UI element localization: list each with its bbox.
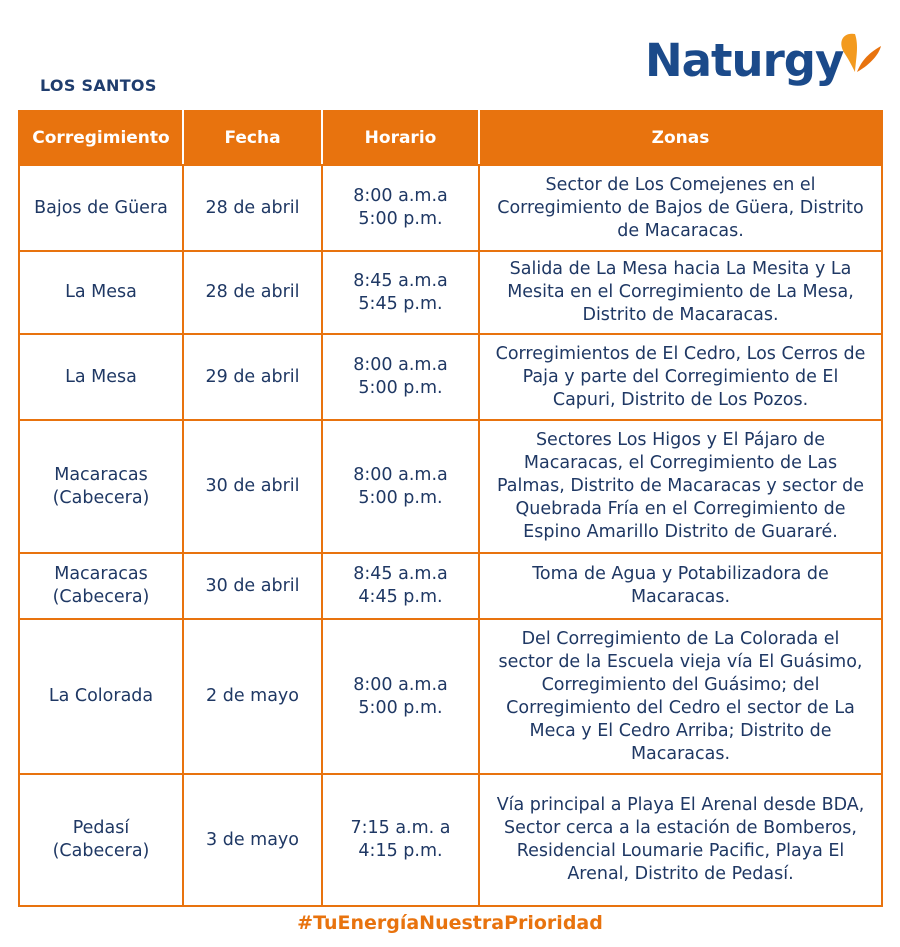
table-header-row [19, 111, 882, 165]
cell-zonas: Sectores Los Higos y El Pájaro de Macaracas, el Corregimiento de Las Palmas, Distrito de Macaracas y sector de Quebrada Fría en el Corregimiento de Espino Amarillo Distrito de Guararé. [479, 420, 882, 553]
cell-zonas: Del Corregimiento de La Colorada el sector de la Escuela vieja vía El Guásimo, Corregimiento del Guásimo; del Corregimiento del Cedro el sector de La Meca y El Cedro Arriba; Distrito de Macaracas. [479, 619, 882, 774]
schedule-table [18, 110, 883, 907]
cell-zonas: Sector de Los Comejenes en el Corregimiento de Bajos de Güera, Distrito de Macaracas. [479, 165, 882, 251]
header-zonas: Zonas [479, 111, 882, 165]
cell-fecha: 30 de abril [183, 553, 322, 619]
cell-zonas: Salida de La Mesa hacia La Mesita y La Mesita en el Corregimiento de La Mesa, Distrito de Macaracas. [479, 251, 882, 334]
header-horario: Horario [322, 111, 479, 165]
cell-fecha: 3 de mayo [183, 774, 322, 906]
cell-corregimiento: Macaracas (Cabecera) [19, 420, 183, 553]
logo-wordmark: Naturgy [645, 34, 844, 87]
cell-zonas: Vía principal a Playa El Arenal desde BDA, Sector cerca a la estación de Bomberos, Residencial Loumarie Pacific, Playa El Arenal, Distrito de Pedasí. [479, 774, 882, 906]
cell-horario: 8:00 a.m.a 5:00 p.m. [322, 165, 479, 251]
cell-corregimiento: La Mesa [19, 334, 183, 420]
cell-fecha: 28 de abril [183, 165, 322, 251]
header-corregimiento: Corregimiento [19, 111, 183, 165]
cell-zonas: Corregimientos de El Cedro, Los Cerros de Paja y parte del Corregimiento de El Capuri, Distrito de Los Pozos. [479, 334, 882, 420]
cell-corregimiento: La Mesa [19, 251, 183, 334]
hashtag-footer: #TuEnergíaNuestraPrioridad [297, 912, 603, 934]
table-row [19, 251, 882, 334]
cell-fecha: 2 de mayo [183, 619, 322, 774]
cell-corregimiento: Bajos de Güera [19, 165, 183, 251]
naturgy-logo [645, 28, 885, 98]
table-row [19, 334, 882, 420]
table-row [19, 619, 882, 774]
cell-corregimiento: La Colorada [19, 619, 183, 774]
cell-corregimiento: Macaracas (Cabecera) [19, 553, 183, 619]
table-row [19, 165, 882, 251]
cell-horario: 8:00 a.m.a 5:00 p.m. [322, 420, 479, 553]
cell-fecha: 29 de abril [183, 334, 322, 420]
table-row [19, 553, 882, 619]
table-row [19, 420, 882, 553]
cell-horario: 8:00 a.m.a 5:00 p.m. [322, 334, 479, 420]
table-row [19, 774, 882, 906]
cell-horario: 8:45 a.m.a 4:45 p.m. [322, 553, 479, 619]
cell-horario: 8:45 a.m.a 5:45 p.m. [322, 251, 479, 334]
header-fecha: Fecha [183, 111, 322, 165]
cell-horario: 8:00 a.m.a 5:00 p.m. [322, 619, 479, 774]
cell-fecha: 28 de abril [183, 251, 322, 334]
cell-horario: 7:15 a.m. a 4:15 p.m. [322, 774, 479, 906]
butterfly-icon [835, 28, 885, 78]
cell-fecha: 30 de abril [183, 420, 322, 553]
cell-corregimiento: Pedasí (Cabecera) [19, 774, 183, 906]
cell-zonas: Toma de Agua y Potabilizadora de Macaracas. [479, 553, 882, 619]
region-title: LOS SANTOS [40, 76, 157, 95]
